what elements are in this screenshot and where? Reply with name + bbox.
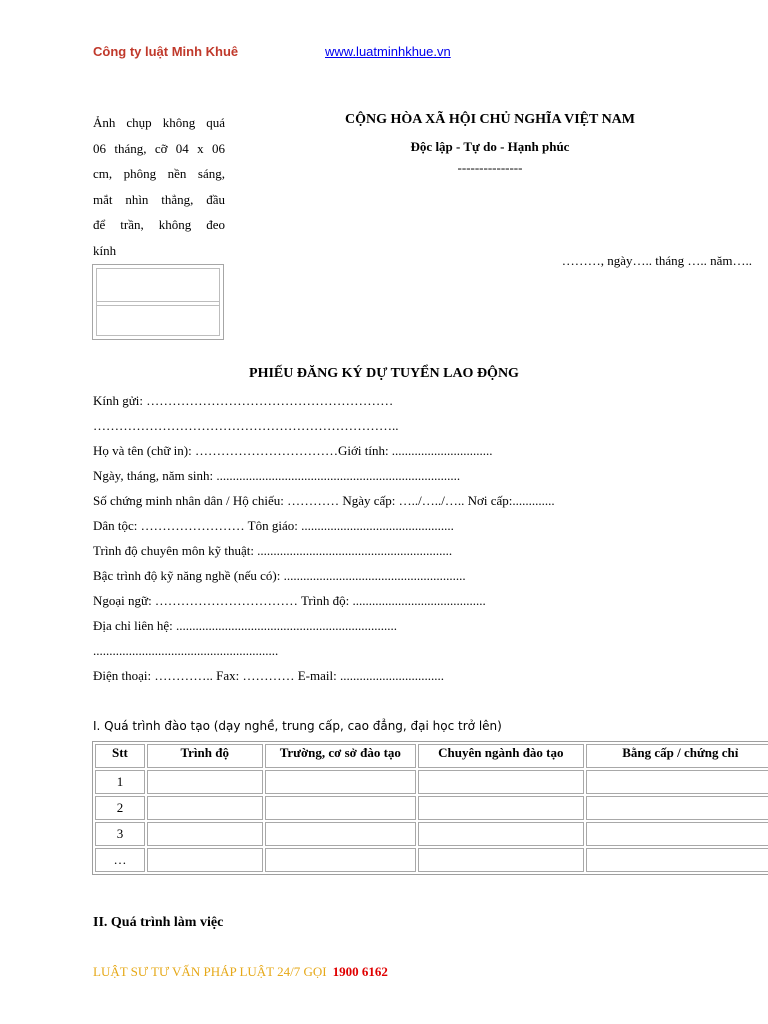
table-row: [95, 822, 768, 846]
photo-instructions: [93, 110, 225, 263]
photo-note-line: kính: [93, 242, 117, 258]
field-skill-level: Bậc trình độ kỹ năng nghề (nếu có): ........................................................: [93, 568, 466, 583]
table-cell[interactable]: [265, 848, 417, 872]
photo-note-line: cm, phông nền sáng,: [93, 166, 225, 181]
company-name: Công ty luật Minh Khuê: [93, 44, 239, 59]
website-link[interactable]: www.luatminhkhue.vn: [325, 44, 451, 59]
row-number: 3: [95, 822, 145, 846]
col-header-stt: Stt: [95, 744, 145, 768]
section-training-title: I. Quá trình đào tạo (dạy nghề, trung cấp, cao đẳng, đại học trở lên): [93, 719, 502, 733]
training-table: [92, 741, 768, 875]
table-cell[interactable]: [418, 822, 584, 846]
field-foreign-language: Ngoại ngữ: …………………………… Trình độ: .........................................: [93, 593, 486, 608]
form-title: PHIẾU ĐĂNG KÝ DỰ TUYỂN LAO ĐỘNG: [249, 366, 519, 381]
table-header-row: [95, 744, 768, 768]
row-number: 1: [95, 770, 145, 794]
photo-note-line: để trần, không đeo: [93, 217, 225, 232]
national-name: CỘNG HÒA XÃ HỘI CHỦ NGHĨA VIỆT NAM: [344, 112, 635, 127]
field-contact: Điện thoại: ………….. Fax: ………… E-mail: ................................: [93, 668, 444, 683]
photo-note-line: 06 tháng, cỡ 04 x 06: [93, 140, 225, 156]
table-cell[interactable]: [586, 848, 768, 872]
table-row: [95, 796, 768, 820]
photo-note-line: mắt nhìn thẳng, đầu: [93, 191, 225, 207]
table-cell[interactable]: [418, 770, 584, 794]
motto-divider: ---------------: [457, 160, 523, 175]
photo-frame-divider: [96, 301, 220, 306]
table-cell[interactable]: [147, 848, 263, 872]
table-cell[interactable]: [586, 822, 768, 846]
table-cell[interactable]: [418, 796, 584, 820]
table-cell[interactable]: [147, 796, 263, 820]
photo-placeholder: [92, 264, 224, 340]
table-cell[interactable]: [265, 796, 417, 820]
table-cell[interactable]: [147, 822, 263, 846]
row-number: 2: [95, 796, 145, 820]
national-motto: Độc lập - Tự do - Hạnh phúc: [410, 139, 570, 154]
field-technical-level: Trình độ chuyên môn kỹ thuật: ............................................................: [93, 543, 453, 558]
footer-phone[interactable]: 1900 6162: [332, 964, 388, 979]
section-work-title: II. Quá trình làm việc: [93, 915, 224, 930]
col-header-school: Trường, cơ sở đào tạo: [265, 744, 417, 768]
row-number: …: [95, 848, 145, 872]
field-full-name: Họ và tên (chữ in): ……………………………Giới tính: ...............................: [93, 443, 493, 458]
field-ethnicity: Dân tộc: …………………… Tôn giáo: ...............................................: [93, 518, 454, 533]
field-address-cont: .........................................................: [93, 643, 279, 658]
footer-hotline: [93, 964, 388, 980]
table-row: [95, 770, 768, 794]
photo-note-line: Ảnh chụp không quá: [93, 115, 225, 130]
table-cell[interactable]: [265, 770, 417, 794]
footer-text: LUẬT SƯ TƯ VẤN PHÁP LUẬT 24/7 GỌI: [93, 964, 327, 979]
table-cell[interactable]: [586, 796, 768, 820]
date-line: ………, ngày….. tháng ….. năm…..: [561, 253, 752, 268]
field-birth-date: Ngày, tháng, năm sinh: ...........................................................................: [93, 468, 461, 483]
field-recipient-cont: ……………………………………………………………..: [93, 418, 399, 433]
table-cell[interactable]: [586, 770, 768, 794]
table-cell[interactable]: [418, 848, 584, 872]
field-address: Địa chỉ liên hệ: ....................................................................: [93, 618, 398, 633]
col-header-level: Trình độ: [147, 744, 263, 768]
field-recipient: Kính gửi: …………………………………………………: [93, 393, 394, 408]
field-id-number: Số chứng minh nhân dân / Hộ chiếu: ………… Ngày cấp: …../…../….. Nơi cấp:.............: [93, 493, 555, 508]
table-row: [95, 848, 768, 872]
col-header-major: Chuyên ngành đào tạo: [418, 744, 584, 768]
table-cell[interactable]: [265, 822, 417, 846]
col-header-degree: Bằng cấp / chứng chỉ: [586, 744, 768, 768]
table-cell[interactable]: [147, 770, 263, 794]
